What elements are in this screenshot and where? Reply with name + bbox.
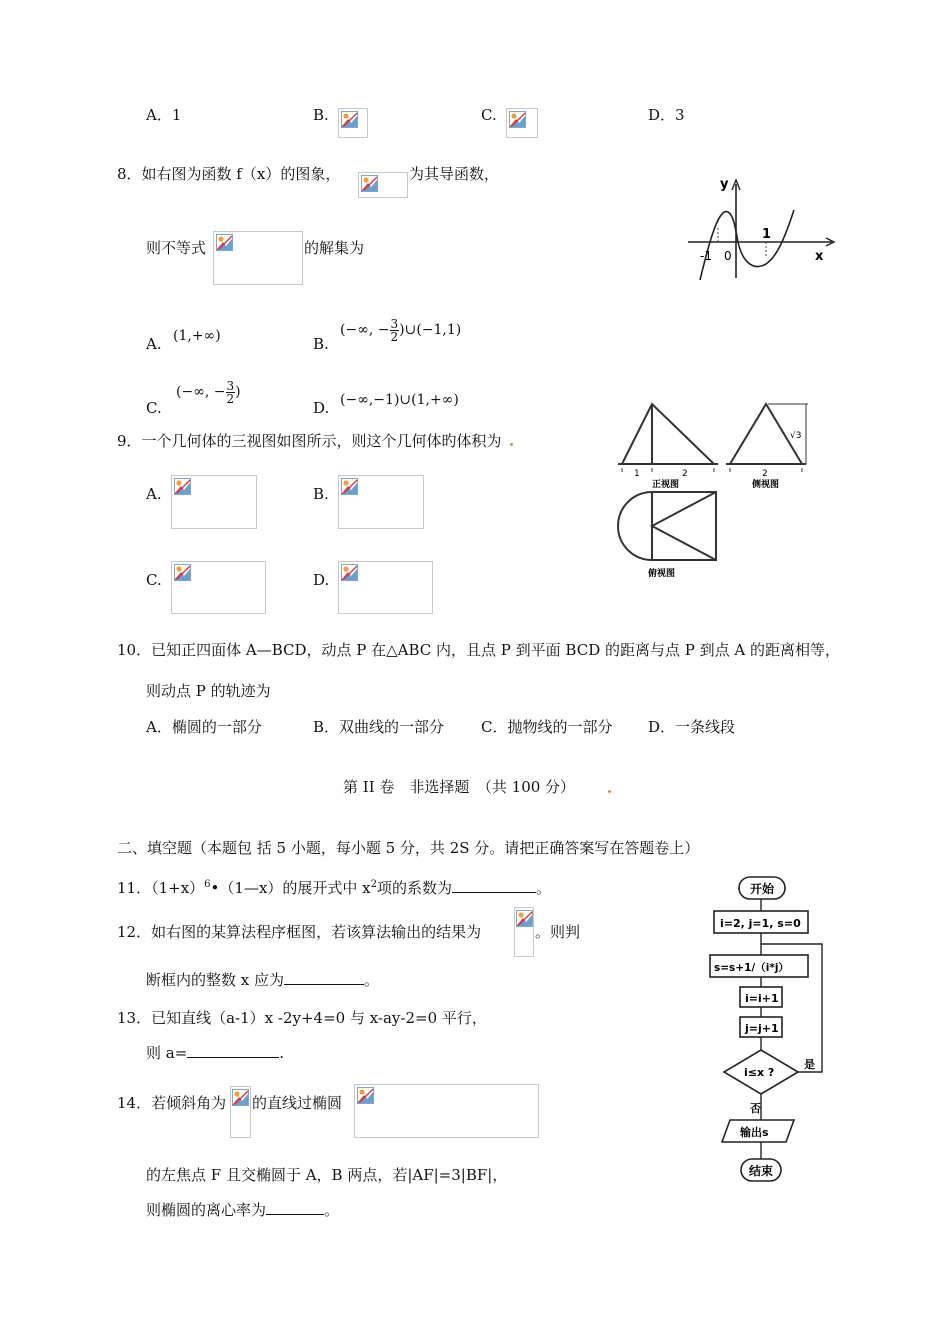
q8-text-post: 为其导函数， — [409, 165, 500, 183]
front-view-triangle — [622, 404, 714, 464]
q11-text: 11．$(1+x)^6•(1—x)$的展开式中 $x^2$项的系数为 。 — [117, 879, 552, 897]
q8-derivative-image — [358, 172, 408, 198]
flow-update-j-text: j=j+1 — [745, 1022, 779, 1035]
q8-line2-post: 的解集为 — [304, 239, 365, 257]
q8-option-b-label: B. — [313, 335, 329, 353]
q14-ellipse-image — [354, 1084, 539, 1138]
broken-image-icon — [341, 478, 358, 495]
side-view-label: 侧视图 — [752, 480, 780, 490]
flow-no-label: 否 — [750, 1102, 761, 1115]
top-view-semicircle — [618, 492, 652, 560]
q10-option-c: C．抛物线的一部分 — [481, 718, 613, 736]
broken-image-icon — [341, 111, 358, 128]
q7-option-b-image — [338, 108, 368, 138]
q12-line1-pre: 12．如右图的某算法程序框图，若该算法输出的结果为 — [117, 923, 482, 941]
q13-line2: 则 a= . — [146, 1044, 285, 1062]
broken-image-icon — [509, 111, 526, 128]
q12-line1-post: 。则判 — [535, 923, 581, 941]
q7-option-c-label: C. — [481, 106, 497, 124]
broken-image-icon — [361, 175, 378, 192]
broken-image-icon — [174, 478, 191, 495]
flow-update-i-text: i=i+1 — [745, 992, 779, 1005]
q8-text-pre: 8．如右图为函数 f（x）的图象， — [117, 165, 341, 183]
height-label: √3 — [790, 431, 802, 441]
q14-line1-pre: 14．若倾斜角为 — [117, 1094, 227, 1112]
q8-function-graph — [670, 172, 840, 284]
q8-option-d-math: (−∞,−1)∪(1,+∞) — [340, 392, 459, 408]
top-view-label: 俯视图 — [648, 569, 676, 579]
q14-line3: 则椭圆的离心率为 。 — [146, 1201, 340, 1219]
q9-text: 9．一个几何体的三视图如图所示，则这个几何体旳体积为 — [117, 432, 502, 450]
q12-answer-blank[interactable] — [284, 970, 364, 985]
q14-answer-blank[interactable] — [266, 1200, 324, 1215]
part2-title: 第 II 卷 非选择题 （共 100 分） — [343, 778, 576, 796]
y-axis-label: y — [720, 177, 729, 192]
function-curve — [700, 210, 794, 280]
top-view-rect — [652, 492, 716, 560]
q9-three-view-figure — [612, 392, 822, 588]
q11-answer-blank[interactable] — [452, 878, 536, 893]
flow-condition-text: i≤x ? — [744, 1066, 775, 1079]
algorithm-flowchart — [700, 870, 830, 1190]
flow-start-text: 开始 — [750, 882, 775, 896]
q8-option-b-math: (−∞, − $\frac{3}{2}$ )∪(−1,1) — [340, 316, 462, 344]
q12-result-image — [514, 907, 534, 957]
q9-option-c-label: C. — [146, 571, 162, 589]
q9-option-c-image — [171, 561, 266, 614]
q7-option-c-image — [506, 108, 538, 138]
q14-line2: 的左焦点 F 且交椭圆于 A，B 两点，若|AF|=3|BF|， — [146, 1166, 508, 1184]
broken-image-icon — [216, 234, 233, 251]
front-tick-2: 2 — [682, 469, 688, 479]
broken-image-icon — [341, 564, 358, 581]
flow-init-text: i=2, j=1, s=0 — [720, 917, 801, 930]
q14-angle-image — [230, 1086, 251, 1138]
side-tick-2: 2 — [762, 469, 768, 479]
q9-option-b-label: B. — [313, 485, 329, 503]
q9-option-b-image — [338, 475, 424, 529]
q9-option-d-label: D. — [313, 571, 330, 589]
flow-output-text: 输出s — [740, 1126, 769, 1139]
x-axis-label: x — [815, 249, 824, 264]
q10-line1: 10．已知正四面体 A—BCD，动点 P 在△ABC 内，且点 P 到平面 BCD 的距离与点 P 到点 A 的距离相等， — [117, 641, 841, 659]
q9-option-d-image — [338, 561, 433, 614]
q8-option-a-math: (1,+∞) — [173, 328, 221, 344]
tick-0: 0 — [724, 249, 732, 263]
flow-update-s-text: s=s+1/（i*j） — [714, 962, 789, 974]
front-view-label: 正视图 — [652, 480, 680, 490]
q8-option-a-label: A. — [146, 335, 162, 353]
flow-end-text: 结束 — [749, 1164, 774, 1178]
q9-option-a-label: A. — [146, 485, 162, 503]
q8-option-d-label: D. — [313, 399, 330, 417]
broken-image-icon — [232, 1089, 249, 1106]
section2-heading: 二、填空题（本题包 括 5 小题，每小题 5 分，共 2S 分。请把正确答案写在答题卷上） — [117, 839, 700, 857]
q8-option-c-math: (−∞, − $\frac{3}{2}$ ) — [176, 378, 241, 406]
q7-option-d: D．3 — [648, 106, 685, 124]
q8-line2-pre: 则不等式 — [146, 239, 207, 257]
q7-option-b-label: B. — [313, 106, 329, 124]
broken-image-icon — [516, 910, 533, 927]
q10-option-d: D．一条线段 — [648, 718, 736, 736]
q10-line2: 则动点 P 的轨迹为 — [146, 682, 271, 700]
tick-neg1: -1 — [700, 249, 712, 263]
q8-inequality-image — [213, 231, 303, 285]
front-tick-1: 1 — [634, 469, 640, 479]
q13-answer-blank[interactable] — [187, 1043, 279, 1058]
broken-image-icon — [357, 1087, 374, 1104]
q12-line2: 断框内的整数 x 应为 。 — [146, 971, 380, 989]
q10-option-a: A．椭圆的一部分 — [146, 718, 262, 736]
broken-image-icon — [174, 564, 191, 581]
q9-option-a-image — [171, 475, 257, 529]
q10-option-b: B．双曲线的一部分 — [313, 718, 445, 736]
q13-line1: 13．已知直线（a-1）x -2y+4=0 与 x-ay-2=0 平行， — [117, 1009, 487, 1027]
tick-1: 1 — [762, 227, 772, 242]
q7-option-a: A．1 — [146, 106, 182, 124]
flow-yes-label: 是 — [804, 1058, 815, 1071]
q8-option-c-label: C. — [146, 399, 162, 417]
top-view-triangle — [652, 492, 716, 560]
q14-line1-mid: 的直线过椭圆 — [252, 1094, 343, 1112]
